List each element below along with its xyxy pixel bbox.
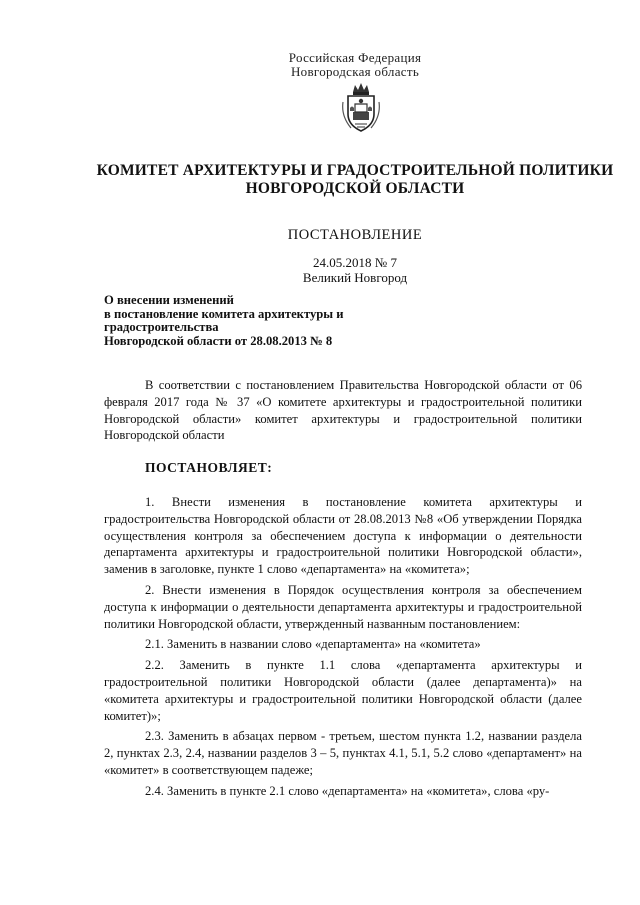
document-subject [104,294,424,348]
preamble-block [104,377,582,444]
document-city: Великий Новгород [302,270,408,285]
resolution-items [104,494,582,804]
subject-line: О внесении изменений [104,293,234,307]
resolution-item: 2.4. Заменить в пункте 2.1 слово «департамента» на «комитета», слова «ру- [145,783,550,798]
subject-line: в постановление комитета архитектуры и [104,306,344,321]
resolution-item: 2.1. Заменить в названии слово «департамента» на «комитета» [145,637,481,652]
document-type: ПОСТАНОВЛЕНИЕ [287,227,423,243]
resolution-item: 2.3. Заменить в абзацах первом - третьем, шестом пункта 1.2, названии раздела 2, пунктах 2.3, 2.4, названии разделов 3 – 5, пунктах 4.1, 5.1, 5.2 слово «департамент» на «комитет» в соответствующем падеже; [104,729,582,777]
region-header: Новгородская область [290,64,420,79]
subject-line: Новгородской области от 28.08.2013 № 8 [104,333,333,348]
subject-line: градостроительства [104,320,219,334]
document-date-number: 24.05.2018 № 7 [313,255,397,270]
coat-of-arms-icon [339,82,383,134]
federation-header: Российская Федерация [288,50,422,65]
committee-title-line-1: КОМИТЕТ АРХИТЕКТУРЫ И ГРАДОСТРОИТЕЛЬНОЙ ПОЛИТИКИ [96,162,614,179]
committee-title-line-2: НОВГОРОДСКОЙ ОБЛАСТИ [245,180,465,197]
resolution-item: 2.2. Заменить в пункте 1.1 слова «департамента архитектуры и градостроительной политики Новгородской области (далее департамента)» на «комитета архитектуры и градостроительной политики Новгородской области (далее комитет)»; [104,658,582,723]
preamble-text: В соответствии с постановлением Правительства Новгородской области от 06 февраля 2017 года № 37 «О комитете архитектуры и градостроительной политики Новгородской области» комитет архитектуры и градостроительной политики Новгородской области [104,378,582,443]
resolution-item: 2. Внести изменения в Порядок осуществления контроля за обеспечением доступа к информации о деятельности департамента архитектуры и градостроительной политики Новгородской области, утвержденный названным постановлением: [104,582,582,631]
resolution-item: 1. Внести изменения в постановление комитета архитектуры и градостроительства Новгородской области от 28.08.2013 №8 «Об утверждении Порядка осуществления контроля за обеспечением доступа к информации о деятельности департамента архитектуры и градостроительной политики Новгородской области», заменив в заголовке, пункте 1 слово «департамента» на «комитета»; [104,495,582,577]
decree-heading: ПОСТАНОВЛЯЕТ: [145,460,273,475]
